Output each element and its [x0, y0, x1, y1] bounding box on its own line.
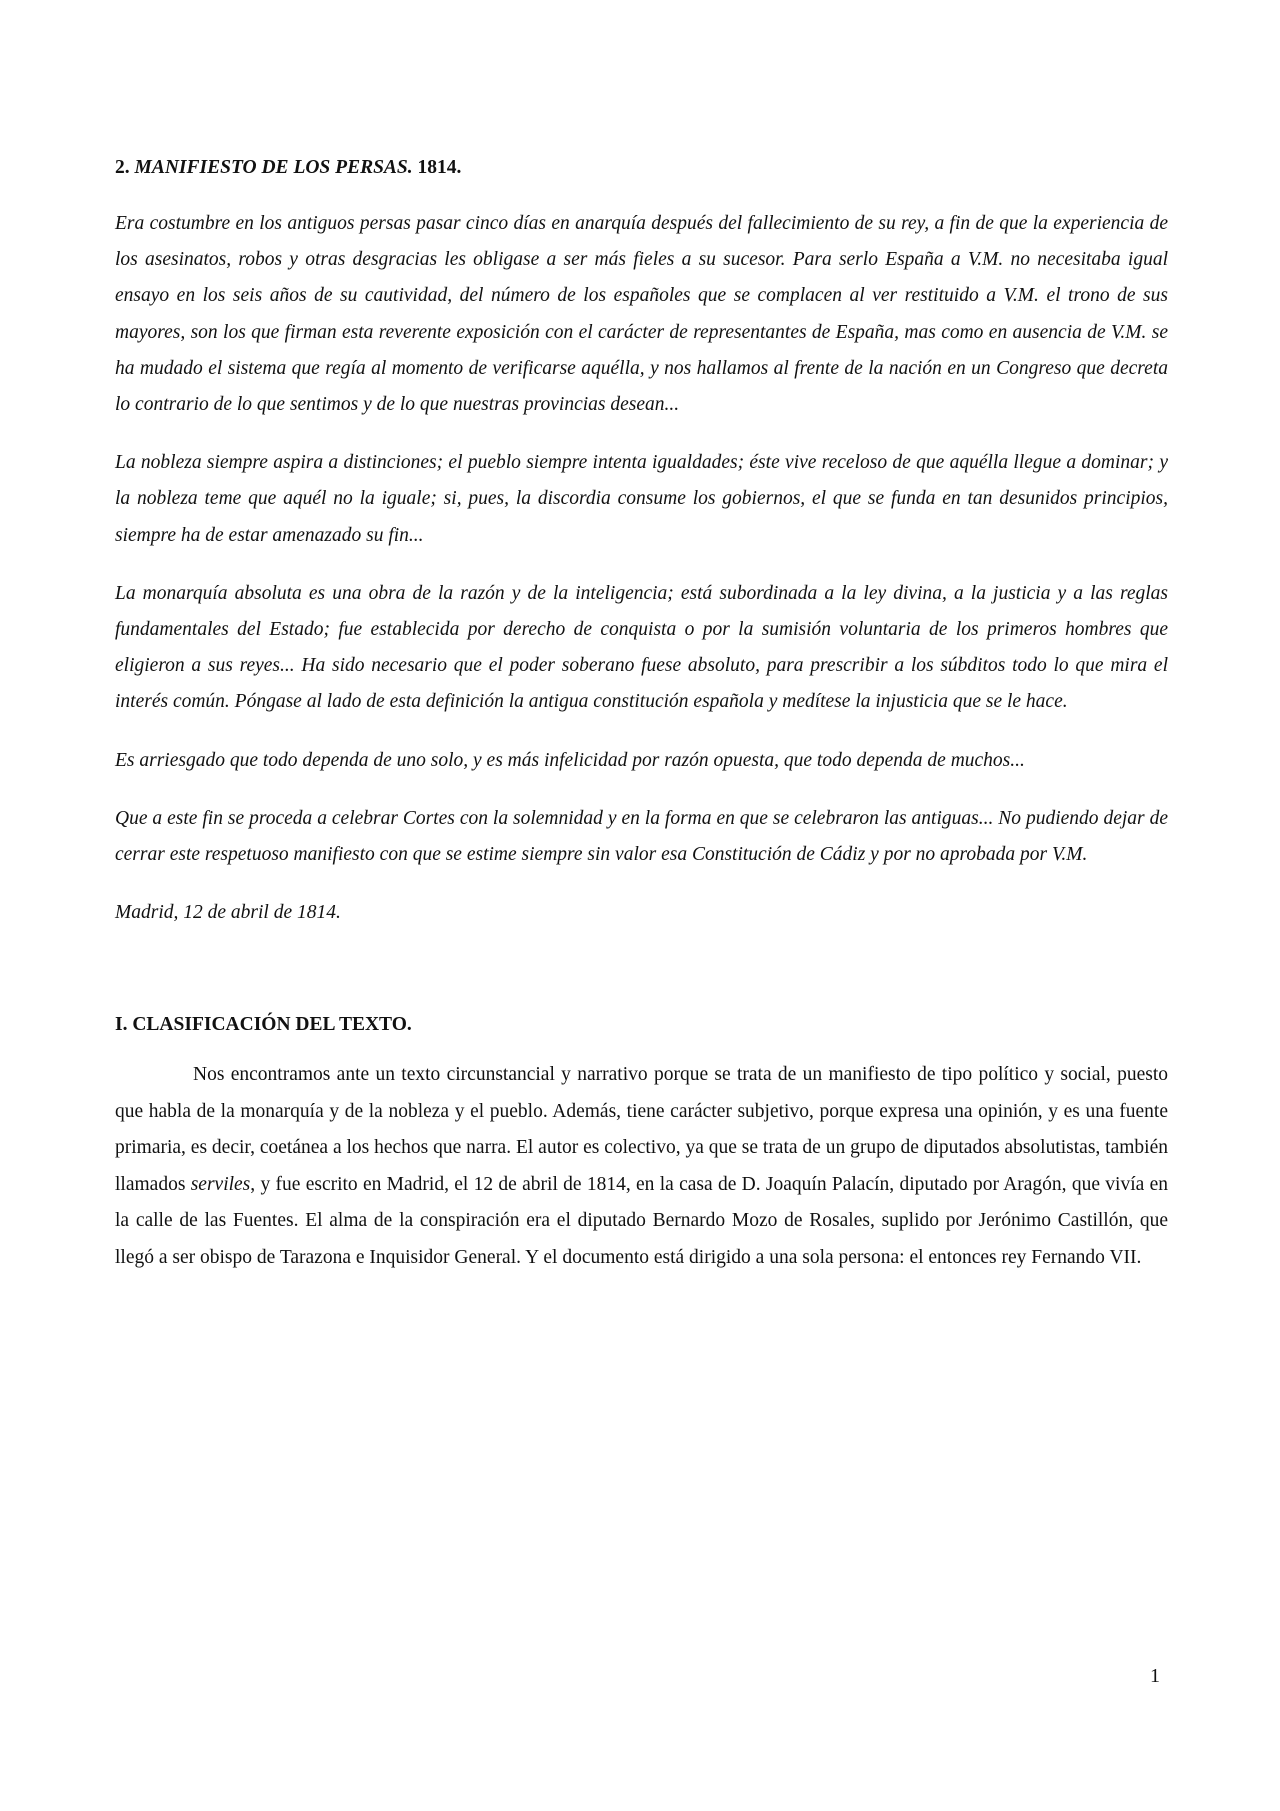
- quote-paragraph: Es arriesgado que todo dependa de uno solo, y es más infelicidad por razón opuesta, que todo dependa de muchos...: [115, 749, 1025, 771]
- quote-paragraph: Que a este fin se proceda a celebrar Cortes con la solemnidad y en la forma en que se celebraron las antiguas... No pudiendo dejar de cerrar este respetuoso manifiesto con que se estime siempre sin valor esa Constitución de Cádiz y por no aprobada por V.M.: [115, 807, 1168, 866]
- quote-paragraph: La monarquía absoluta es una obra de la razón y de la inteligencia; está subordinada a la ley divina, a la justicia y a las reglas fundamentales del Estado; fue establecida por derecho de conquista o por la sumisión voluntaria de los primeros hombres que eligieron a sus reyes... Ha sido necesario que el poder soberano fuese absoluto, para prescribir a los súbditos todo lo que mira el interés común. Póngase al lado de esta definición la antigua constitución española y medítese la injusticia que se le hace.: [115, 582, 1168, 713]
- body-text-part: Nos encontramos ante un texto circunstancial y narrativo porque se trata de un manifiesto de tipo político y social, puesto que habla de la monarquía y de la nobleza y el pueblo. Además, tiene carácter subjetivo, porque expresa una opinión, y es una fuente primaria, es decir, coetánea a los hechos que narra. El autor es colectivo, ya que se trata de un grupo de diputados absolutistas, también llamados: [115, 1064, 1168, 1195]
- page-number: 1: [1150, 1665, 1160, 1687]
- title-text: MANIFIESTO DE LOS PERSAS.: [134, 157, 413, 178]
- document-page: [115, 150, 1168, 1276]
- body-text-part: , y fue escrito en Madrid, el 12 de abril de 1814, en la casa de D. Joaquín Palacín, diputado por Aragón, que vivía en la calle de las Fuentes. El alma de la conspiración era el diputado Bernardo Mozo de Rosales, suplido por Jerónimo Castillón, que llegó a ser obispo de Tarazona e Inquisidor General. Y el documento está dirigido a una sola persona: el entonces rey Fernando VII.: [115, 1173, 1168, 1268]
- title-year: 1814.: [417, 157, 462, 178]
- quote-paragraph: Era costumbre en los antiguos persas pasar cinco días en anarquía después del fallecimiento de su rey, a fin de que la experiencia de los asesinatos, robos y otras desgracias les obligase a ser más fieles a su sucesor. Para serlo España a V.M. no necesitaba igual ensayo en los seis años de su cautividad, del número de los españoles que se complacen al ver restituido a V.M. el trono de sus mayores, son los que firman esta reverente exposición con el carácter de representantes de España, mas como en ausencia de V.M. se ha mudado el sistema que regía al momento de verificarse aquélla, y nos hallamos al frente de la nación en un Congreso que decreta lo contrario de lo que sentimos y de lo que nuestras provincias desean...: [115, 213, 1168, 416]
- body-emphasis: serviles: [190, 1173, 251, 1195]
- document-title: [115, 150, 1168, 186]
- title-number: 2.: [115, 157, 130, 178]
- section-body: [115, 1057, 1168, 1276]
- section-heading: I. CLASIFICACIÓN DEL TEXTO.: [115, 1014, 412, 1036]
- quote-paragraph: La nobleza siempre aspira a distinciones; el pueblo siempre intenta igualdades; éste vive receloso de que aquélla llegue a dominar; y la nobleza teme que aquél no la iguale; si, pues, la discordia consume los gobiernos, el que se funda en tan desunidos principios, siempre ha de estar amenazado su fin...: [115, 452, 1168, 546]
- quote-date-line: Madrid, 12 de abril de 1814.: [115, 902, 341, 924]
